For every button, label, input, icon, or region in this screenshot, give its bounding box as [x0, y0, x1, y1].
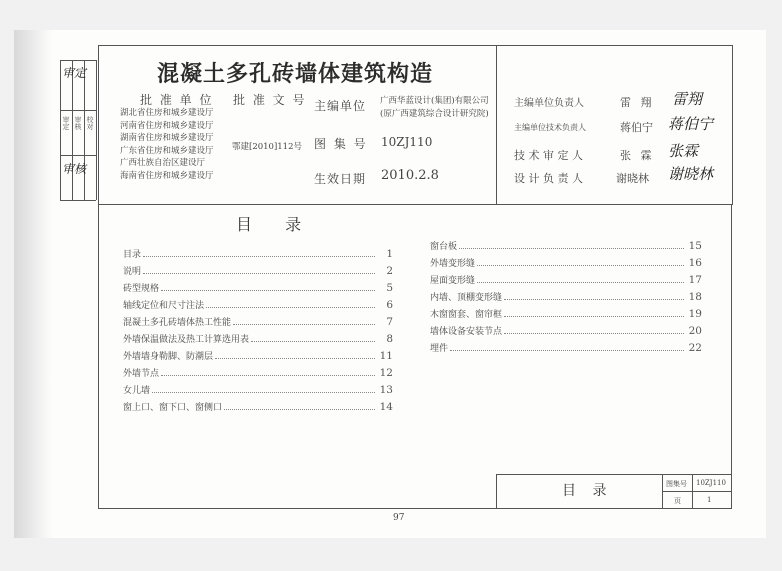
effective-date-label: 生效日期: [314, 172, 367, 186]
side-strip-rule-4: [96, 60, 97, 200]
role-4-signature: 谢晓林: [668, 165, 714, 183]
title-block-title: 目 录: [562, 483, 613, 499]
effective-date-value: 2010.2.8: [381, 168, 439, 183]
dot-leader: [504, 333, 684, 334]
atlas-no-label: 图 集 号: [314, 137, 368, 151]
toc-entry-text: 外墙保温做法及热工计算选用表: [123, 335, 250, 345]
approval-unit: 河南省住房和城乡建设厅: [120, 120, 214, 131]
toc-entry-text: 说明: [123, 267, 142, 277]
frame-right-rule: [732, 45, 733, 205]
side-strip-signature-1: 审定: [62, 66, 87, 80]
side-strip-rule-1: [60, 60, 61, 200]
role-2-signature: 蒋伯宁: [668, 115, 714, 133]
dot-leader: [161, 375, 375, 376]
toc-title: 目 录: [236, 215, 316, 234]
side-strip-top: [60, 60, 96, 61]
toc-entry[interactable]: [430, 272, 702, 286]
dot-leader: [206, 307, 375, 308]
title-block-page-value: 1: [707, 496, 712, 504]
toc-entry-text: 外墙节点: [123, 369, 160, 379]
toc-entry-text: 砖型规格: [123, 284, 160, 294]
title-block-atlas-value: 10ZJ110: [696, 479, 726, 487]
toc-entry-text: 内墙、顶棚变形缝: [430, 293, 503, 303]
dot-leader: [224, 409, 375, 410]
role-1-signature: 雷翔: [672, 90, 703, 108]
toc-entry[interactable]: [123, 382, 393, 396]
dot-leader: [459, 248, 684, 249]
approval-unit: 广东省住房和城乡建设厅: [120, 145, 214, 156]
approval-doc-number: 鄂建[2010]112号: [232, 142, 302, 152]
editor-unit-label: 主编单位: [314, 99, 367, 113]
side-strip-rule-3: [84, 60, 85, 200]
toc-entry[interactable]: [123, 263, 393, 277]
dot-leader: [251, 341, 375, 342]
toc-entry[interactable]: [123, 331, 393, 345]
toc-entry-text: 目录: [123, 250, 142, 260]
toc-entry-page: 11: [379, 350, 393, 362]
role-3-title: 技 术 审 定 人: [514, 149, 583, 162]
toc-entry-text: 木窗窗套、窗帘框: [430, 310, 503, 320]
role-2-title: 主编单位技术负责人: [514, 123, 586, 132]
dot-leader: [143, 273, 375, 274]
role-1-name: 雷 翔: [620, 96, 655, 109]
toc-entry-text: 窗台板: [430, 242, 458, 252]
toc-entry-page: 18: [688, 291, 702, 303]
toc-entry-text: 窗上口、窗下口、窗侧口: [123, 403, 223, 413]
approval-unit: 广西壮族自治区建设厅: [120, 158, 206, 168]
toc-entry[interactable]: [430, 340, 702, 354]
side-strip-label-3: 校对: [86, 116, 94, 130]
toc-entry[interactable]: [123, 297, 393, 311]
page-gutter-shadow: [14, 30, 52, 538]
toc-entry-page: 15: [688, 240, 702, 252]
toc-entry-text: 外墙墙身勒脚、防潮层: [123, 352, 214, 362]
role-4-name: 谢晓林: [616, 172, 649, 185]
approval-unit-label: 批 准 单 位: [140, 93, 214, 107]
side-strip-bottom: [60, 200, 96, 201]
dot-leader: [143, 256, 375, 257]
approval-units-list: [120, 107, 214, 182]
side-strip-label-1: 审定: [62, 116, 70, 130]
dot-leader: [215, 358, 375, 359]
toc-entry-page: 5: [386, 282, 393, 294]
toc-entry-page: 13: [379, 384, 393, 396]
editor-unit-value: [380, 95, 489, 120]
side-strip-signature-2: 审核: [62, 162, 87, 176]
dot-leader: [450, 350, 684, 351]
toc-entry-page: 17: [688, 274, 702, 286]
toc-entry[interactable]: [430, 289, 702, 303]
toc-entry[interactable]: [430, 306, 702, 320]
approval-unit: 湖北省住房和城乡建设厅: [120, 108, 214, 118]
toc-entry[interactable]: [123, 314, 393, 328]
document-title: 混凝土多孔砖墙体建筑构造: [157, 61, 434, 87]
approval-unit: 海南省住房和城乡建设厅: [120, 170, 214, 181]
dot-leader: [477, 265, 684, 266]
side-strip-rule-2: [72, 60, 73, 200]
role-1-title: 主编单位负责人: [514, 98, 584, 109]
toc-entry-text: 混凝土多孔砖墙体热工性能: [123, 318, 232, 328]
editor-unit-line: (原广西建筑综合设计研究院): [380, 108, 489, 119]
side-strip-mid-1: [60, 110, 96, 111]
toc-entry[interactable]: [430, 238, 702, 252]
dot-leader: [504, 299, 684, 300]
frame-left-rule: [98, 45, 99, 205]
dot-leader: [233, 324, 375, 325]
toc-entry-page: 12: [379, 367, 393, 379]
dot-leader: [477, 282, 684, 283]
dot-leader: [161, 290, 375, 291]
approval-doc-label: 批 准 文 号: [233, 93, 307, 107]
toc-entry-text: 墙体设备安装节点: [430, 327, 503, 337]
header-top-rule: [98, 45, 732, 46]
editor-unit-line: 广西华蓝设计(集团)有限公司: [380, 96, 489, 106]
role-3-signature: 张霖: [668, 142, 699, 160]
toc-entry-page: 7: [386, 316, 393, 328]
toc-entry[interactable]: [430, 323, 702, 337]
title-block-row-rule: [662, 491, 732, 492]
role-3-name: 张 霖: [620, 149, 655, 162]
toc-entry-page: 22: [688, 342, 702, 354]
side-strip-mid-2: [60, 155, 96, 156]
title-block-left-rule: [496, 474, 497, 508]
toc-entry-page: 8: [386, 333, 393, 345]
role-2-name: 蒋伯宁: [620, 121, 653, 134]
dot-leader: [152, 392, 375, 393]
toc-entry-page: 14: [379, 401, 393, 413]
title-block-page-label: 页: [674, 497, 681, 505]
title-block-top-rule: [496, 474, 732, 475]
title-block-atlas-label: 图集号: [666, 480, 687, 488]
toc-entry[interactable]: [123, 280, 393, 294]
approval-unit: 湖南省住房和城乡建设厅: [120, 133, 214, 143]
side-strip-label-2: 审核: [74, 116, 82, 130]
dot-leader: [504, 316, 684, 317]
toc-entry[interactable]: [123, 348, 393, 362]
toc-entry-text: 外墙变形缝: [430, 259, 476, 269]
atlas-no-value: 10ZJ110: [381, 135, 433, 149]
toc-entry-text: 女儿墙: [123, 386, 151, 396]
toc-entry-page: 20: [688, 325, 702, 337]
page-number: 97: [393, 513, 405, 523]
toc-entry-text: 屋面变形缝: [430, 276, 476, 286]
toc-entry[interactable]: [123, 246, 393, 260]
toc-entry[interactable]: [430, 255, 702, 269]
toc-entry-text: 埋件: [430, 344, 449, 354]
toc-entry-page: 19: [688, 308, 702, 320]
toc-entry-page: 6: [386, 299, 393, 311]
toc-entry[interactable]: [123, 365, 393, 379]
toc-entry-text: 轴线定位和尺寸注法: [123, 301, 205, 311]
toc-entry[interactable]: [123, 399, 393, 413]
role-4-title: 设 计 负 责 人: [514, 172, 583, 185]
toc-entry-page: 1: [386, 248, 393, 260]
toc-entry-page: 2: [386, 265, 393, 277]
toc-entry-page: 16: [688, 257, 702, 269]
header-divider-rule: [496, 45, 497, 205]
